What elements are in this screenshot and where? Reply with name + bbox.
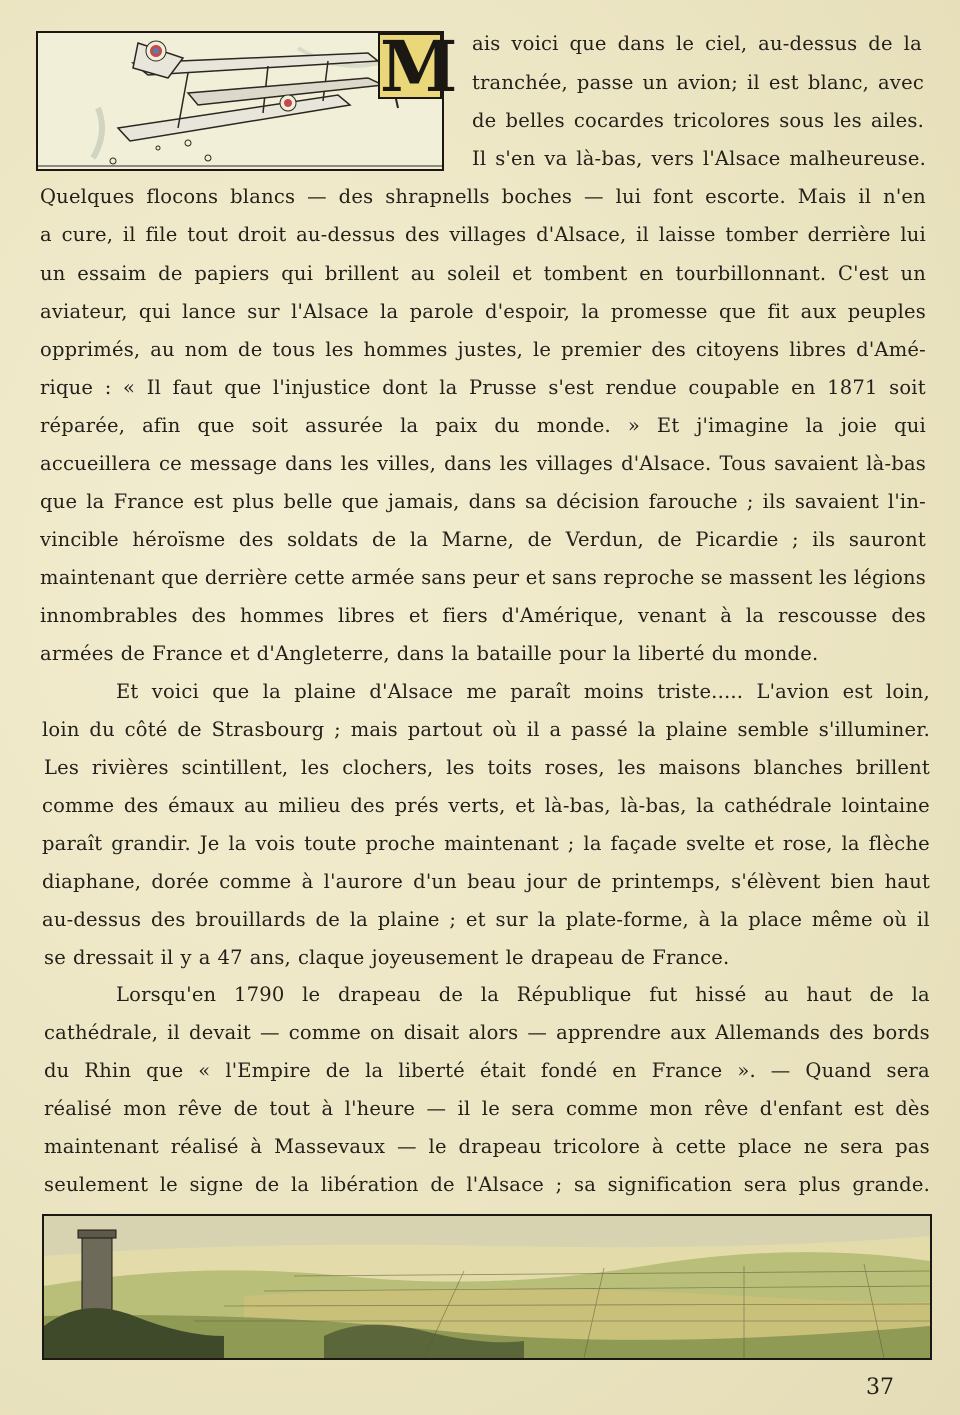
landscape-drawing — [44, 1216, 930, 1358]
text-line: rique : « Il faut que l'injustice dont la Prusse s'est rendue coupable en 1871 soit — [40, 376, 926, 399]
text-line: aviateur, qui lance sur l'Alsace la parole d'espoir, la promesse que fit aux peuples — [40, 300, 926, 323]
text-line: a cure, il file tout droit au-dessus des villages d'Alsace, il laisse tomber derrière lui — [40, 223, 926, 246]
text-line: tranchée, passe un avion; il est blanc, avec — [472, 71, 924, 94]
text-line: paraît grandir. Je la vois toute proche maintenant ; la façade svelte et rose, la flèche — [42, 832, 930, 855]
text-line: innombrables des hommes libres et fiers d'Amérique, venant à la rescousse des — [40, 604, 926, 627]
text-line: Quelques flocons blancs — des shrapnells boches — lui font escorte. Mais il n'en — [40, 185, 926, 208]
text-line: un essaim de papiers qui brillent au soleil et tombent en tourbillonnant. C'est un — [40, 262, 926, 285]
text-line: maintenant réalisé à Massevaux — le drapeau tricolore à cette place ne sera pas — [44, 1135, 930, 1158]
text-line: de belles cocardes tricolores sous les ailes. — [472, 109, 924, 132]
text-line: Il s'en va là-bas, vers l'Alsace malheureuse. — [472, 147, 926, 170]
text-line: réalisé mon rêve de tout à l'heure — il le sera comme mon rêve d'enfant est dès — [44, 1097, 930, 1120]
text-line: du Rhin que « l'Empire de la liberté était fondé en France ». — Quand sera — [44, 1059, 930, 1082]
text-line: cathédrale, il devait — comme on disait alors — apprendre aux Allemands des bords — [44, 1021, 930, 1044]
text-line: vincible héroïsme des soldats de la Marne, de Verdun, de Picardie ; ils sauront — [40, 528, 926, 551]
text-line: Les rivières scintillent, les clochers, les toits roses, les maisons blanches brillent — [44, 756, 930, 779]
text-line: que la France est plus belle que jamais, dans sa décision farouche ; ils savaient l'in- — [40, 490, 926, 513]
text-line: accueillera ce message dans les villes, dans les villages d'Alsace. Tous savaient là-bas — [40, 452, 926, 475]
text-line: ais voici que dans le ciel, au-dessus de la — [472, 32, 922, 55]
text-line: armées de France et d'Angleterre, dans la bataille pour la liberté du monde. — [40, 642, 819, 665]
drop-cap: M — [380, 25, 458, 108]
page-number: 37 — [866, 1375, 894, 1400]
text-line: seulement le signe de la libération de l'Alsace ; sa signification sera plus grande. — [44, 1173, 930, 1196]
text-line: Lorsqu'en 1790 le drapeau de la République fut hissé au haut de la — [116, 983, 930, 1006]
text-line: Et voici que la plaine d'Alsace me paraît moins triste..... L'avion est loin, — [116, 680, 930, 703]
text-line: au-dessus des brouillards de la plaine ; et sur la plate-forme, à la place même où il — [42, 908, 930, 931]
text-line: opprimés, au nom de tous les hommes justes, le premier des citoyens libres d'Amé- — [40, 338, 926, 361]
text-line: se dressait il y a 47 ans, claque joyeusement le drapeau de France. — [44, 946, 730, 969]
text-line: loin du côté de Strasbourg ; mais partout où il a passé la plaine semble s'illuminer. — [42, 718, 930, 741]
alsace-plain-illustration — [42, 1214, 932, 1360]
text-line: diaphane, dorée comme à l'aurore d'un beau jour de printemps, s'élèvent bien haut — [42, 870, 930, 893]
text-line: réparée, afin que soit assurée la paix du monde. » Et j'imagine la joie qui — [40, 414, 926, 437]
text-line: comme des émaux au milieu des prés verts, et là-bas, là-bas, la cathédrale lointaine — [42, 794, 930, 817]
text-line: maintenant que derrière cette armée sans peur et sans reproche se massent les légions — [40, 566, 926, 589]
